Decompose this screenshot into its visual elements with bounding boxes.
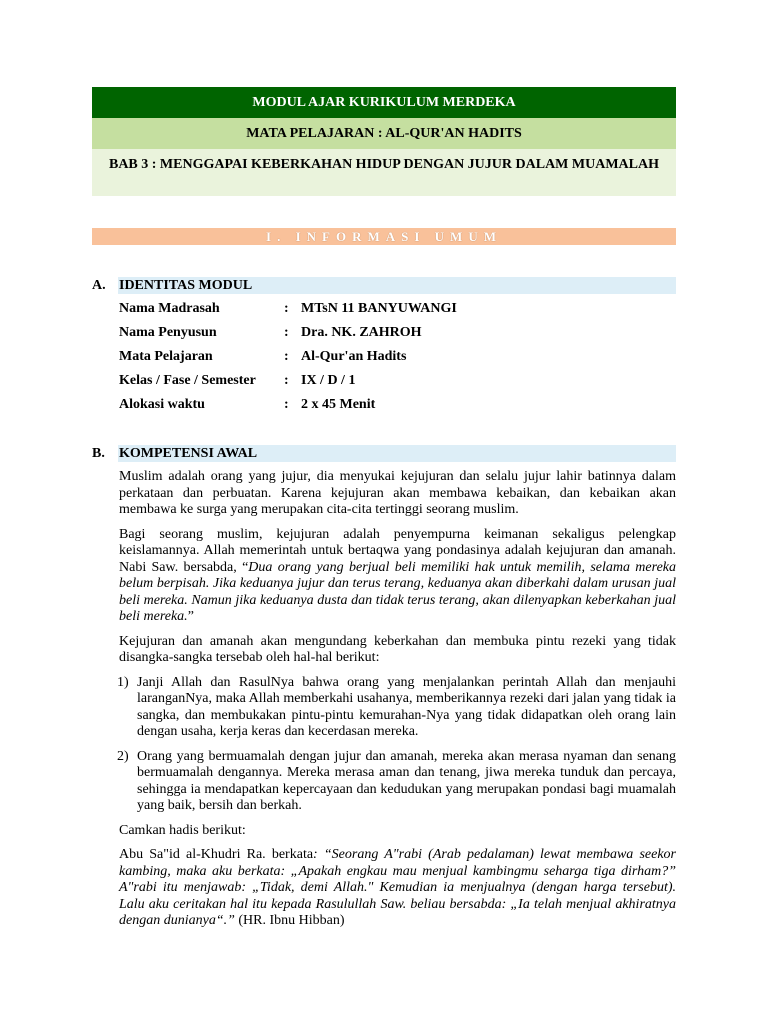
paragraph [119,527,676,626]
identity-colon: : [284,373,289,388]
hadith-quote: : “Seorang A"rabi (Arab pedalaman) lewat membawa seekor kambing, maka aku berkata: „Apakah engkau mau menjual kambingmu seharga tiga dirham?” A"rabi itu menjawab: „Tidak, demi Allah." Kemudian ia menjualnya (dengan harga tersebut). Lalu aku ceritakan hal itu kepada Rasulullah Saw. beliau bersabda: „Ia telah menjual akhiratnya dengan dunianya“.” [119,847,676,928]
identity-row [119,301,619,319]
list-item [119,749,676,815]
list-text: Janji Allah dan RasulNya bahwa orang yang menjalankan perintah Allah dan menjauhi laranganNya, maka Allah memberkahi usahanya, memberikannya rezeki dari jalan yang tidak ia sangka, dan membukakan pintu-pintu kemurahan-Nya yang tidak didapatkan oleh orang lain dengan usaha, kerja keras dan kecerdasan mereka. [137,674,676,739]
identity-label: Kelas / Fase / Semester [119,373,256,388]
paragraph: Camkan hadis berikut: [119,822,246,838]
section-b-title: KOMPETENSI AWAL [119,446,258,461]
identity-value: 2 x 45 Menit [301,397,376,412]
identity-row [119,349,619,367]
identity-label: Nama Penyusun [119,325,217,340]
identity-colon: : [284,349,289,364]
identity-colon: : [284,325,289,340]
section-a-letter: A. [92,278,106,293]
section-a-title: IDENTITAS MODUL [119,278,253,293]
paragraph: Kejujuran dan amanah akan mengundang keberkahan dan membuka pintu rezeki yang tidak disangka-sangka tersebab oleh hal-hal berikut: [119,633,676,665]
paragraph-text: ” [187,609,194,624]
paragraph: Muslim adalah orang yang jujur, dia menyukai kejujuran dan selalu jujur lahir batinnya dalam perkataan dan perbuatan. Karena kejujuran akan membawa kebaikan, dan kebaikan akan membawa ke surga yang merupakan cita-cita tertinggi seorang muslim. [119,469,676,517]
kompetensi-awal-body [119,469,676,938]
chapter-title: BAB 3 : MENGGAPAI KEBERKAHAN HIDUP DENGAN JUJUR DALAM MUAMALAH [92,149,676,196]
identity-colon: : [284,301,289,316]
module-title: MODUL AJAR KURIKULUM MERDEKA [92,87,676,118]
section-a-heading [92,277,676,294]
identity-value: MTsN 11 BANYUWANGI [301,301,457,316]
subject-title: MATA PELAJARAN : AL-QUR'AN HADITS [92,118,676,149]
identity-value: IX / D / 1 [301,373,356,388]
section-b-letter: B. [92,446,105,461]
paragraph-text: Bagi seorang muslim, kejujuran adalah penyempurna keimanan sekaligus pelengkap keislamannya. Allah memerintah untuk bertaqwa yang pondasinya adalah kejujuran dan amanah. Nabi Saw. bersabda, “ [119,526,676,575]
list-item [119,675,676,741]
paragraph [119,847,676,930]
identity-row [119,373,619,391]
identity-row [119,397,619,415]
hadith-source: (HR. Ibnu Hibban) [234,913,345,928]
list-number: 2) [117,748,129,764]
list-text: Orang yang bermuamalah dengan jujur dan amanah, mereka akan merasa nyaman dan senang bermuamalah dengannya. Mereka merasa aman dan tenang, jiwa mereka tunduk dan percaya, sehingga ia mendapatkan kepercayaan dan kedudukan yang merupakan pondasi bagi muamalah yang baik, bersih dan berkah. [137,748,676,813]
identity-value: Dra. NK. ZAHROH [301,325,422,340]
hadith-quote: Dua orang yang berjual beli memiliki hak untuk memilih, selama mereka belum berpisah. Jika keduanya jujur dan terus terang, keduanya akan diberkahi dalam urusan jual beli mereka. Namun jika keduanya dusta dan tidak terus terang, akan dilenyapkan keberkahan jual beli mereka. [119,559,676,624]
identity-value: Al-Qur'an Hadits [301,349,407,364]
section-bar-informasi-umum: I. INFORMASI UMUM [92,228,676,245]
identity-row [119,325,619,343]
section-b-heading [92,445,676,462]
identity-label: Alokasi waktu [119,397,205,412]
identity-label: Nama Madrasah [119,301,220,316]
list-number: 1) [117,674,129,690]
identity-colon: : [284,397,289,412]
identity-label: Mata Pelajaran [119,349,213,364]
paragraph-text: Abu Sa"id al-Khudri Ra. berkata [119,847,314,862]
